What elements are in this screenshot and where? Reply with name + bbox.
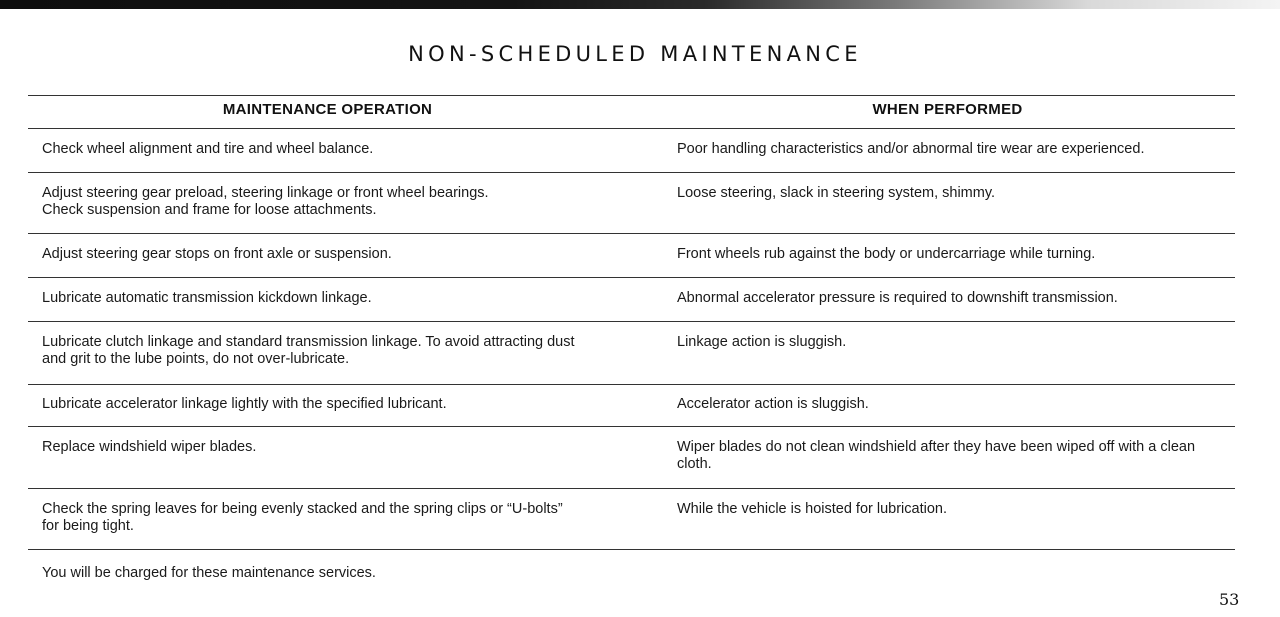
cell-line: for being tight. (42, 518, 134, 534)
operation-cell (42, 334, 575, 368)
cell-line: Abnormal accelerator pressure is required to downshift transmission. (677, 290, 1118, 306)
cell-line: While the vehicle is hoisted for lubrication. (677, 501, 947, 517)
when-cell (677, 439, 1195, 473)
cell-line: Check the spring leaves for being evenly stacked and the spring clips or “U-bolts” (42, 501, 563, 517)
operation-cell (42, 141, 373, 158)
table-bottom-rule (28, 549, 1235, 550)
cell-line: Replace windshield wiper blades. (42, 439, 257, 455)
cell-line: cloth. (677, 456, 712, 472)
operation-cell (42, 501, 563, 535)
footnote: You will be charged for these maintenance services. (42, 565, 376, 581)
row-divider (28, 384, 1235, 385)
page-title: NON-SCHEDULED MAINTENANCE (408, 42, 862, 66)
cell-line: Loose steering, slack in steering system, shimmy. (677, 185, 996, 201)
cell-line: Lubricate automatic transmission kickdown linkage. (42, 290, 372, 306)
cell-line: Accelerator action is sluggish. (677, 396, 869, 412)
row-divider (28, 488, 1235, 489)
when-cell (677, 396, 869, 413)
cell-line: Lubricate accelerator linkage lightly with the specified lubricant. (42, 396, 447, 412)
when-cell (677, 141, 1144, 158)
row-divider (28, 426, 1235, 427)
operation-cell (42, 246, 392, 263)
when-cell (677, 290, 1118, 307)
when-cell (677, 185, 995, 202)
header-divider (28, 128, 1235, 129)
column-header-when-performed: WHEN PERFORMED (872, 101, 1023, 118)
operation-cell (42, 396, 447, 413)
cell-line: Poor handling characteristics and/or abnormal tire wear are experienced. (677, 141, 1145, 157)
cell-line: Adjust steering gear preload, steering linkage or front wheel bearings. (42, 185, 489, 201)
column-header-operation: MAINTENANCE OPERATION (222, 101, 433, 118)
cell-line: Wiper blades do not clean windshield after they have been wiped off with a clean (677, 439, 1196, 455)
row-divider (28, 277, 1235, 278)
operation-cell (42, 290, 372, 307)
cell-line: Adjust steering gear stops on front axle or suspension. (42, 246, 392, 262)
operation-cell (42, 185, 489, 219)
scan-top-edge (0, 0, 1280, 9)
when-cell (677, 334, 846, 351)
table-top-rule (28, 95, 1235, 96)
page-number: 53 (1219, 590, 1240, 609)
operation-cell (42, 439, 256, 456)
row-divider (28, 172, 1235, 173)
cell-line: Front wheels rub against the body or undercarriage while turning. (677, 246, 1096, 262)
row-divider (28, 233, 1235, 234)
row-divider (28, 321, 1235, 322)
cell-line: and grit to the lube points, do not over-lubricate. (42, 351, 350, 367)
when-cell (677, 246, 1095, 263)
cell-line: Linkage action is sluggish. (677, 334, 847, 350)
cell-line: Lubricate clutch linkage and standard transmission linkage. To avoid attracting dust (42, 334, 575, 350)
cell-line: Check suspension and frame for loose attachments. (42, 202, 377, 218)
when-cell (677, 501, 947, 518)
cell-line: Check wheel alignment and tire and wheel balance. (42, 141, 374, 157)
